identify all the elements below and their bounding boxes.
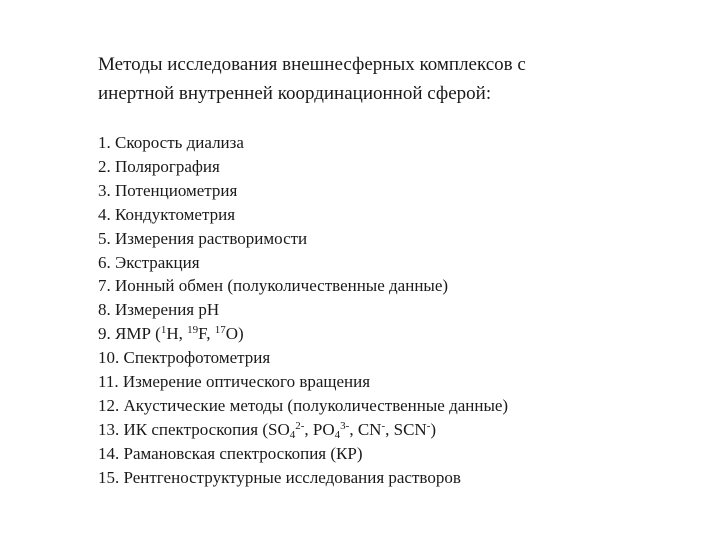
nmr-text-3: O) [225,324,244,344]
list-item: 1. Скорость диализа [98,133,244,152]
list-item: 2. Полярография [98,156,220,176]
ir-text-1: , PO [304,419,335,439]
ir-charge-4: - [426,419,431,432]
list-item: 10. Спектрофотометрия [98,348,271,368]
list-item: 15. Рентгеноструктурные исследования растворов [98,467,461,487]
ir-sub-2: 4 [334,428,341,441]
methods-list [98,131,508,490]
nmr-isotope-3: 17 [214,324,226,337]
list-item: 8. Измерения pH [98,300,220,320]
nmr-text-2: F, [198,324,215,344]
list-item: 4. Кондуктометрия [98,204,236,224]
ir-prefix: 13. ИК спектроскопия (SO [98,419,290,439]
nmr-isotope-1: 1 [160,324,167,337]
ir-sub-1: 4 [289,428,296,441]
ir-charge-1: 2- [295,419,305,432]
list-item: 3. Потенциометрия [98,180,238,200]
title-line-1: Методы исследования внешнесферных комплексов с [98,54,526,75]
nmr-text-1: H, [166,324,188,344]
list-item: 5. Измерения растворимости [98,228,308,248]
list-item: 11. Измерение оптического вращения [98,372,371,392]
title-line-2: инертной внутренней координационной сферой: [98,83,492,104]
slide-title [98,50,698,108]
ir-text-2: , CN [349,419,382,439]
ir-text-3: , SCN [385,419,427,439]
list-item: 7. Ионный обмен (полуколичественные данные) [98,276,449,296]
ir-text-4: ) [430,419,437,439]
list-item-nmr [98,322,508,346]
list-item: 14. Рамановская спектроскопия (КР) [98,443,363,463]
list-item: 12. Акустические методы (полуколичественные данные) [98,395,509,415]
ir-charge-3: - [381,419,386,432]
nmr-isotope-2: 19 [187,324,199,337]
list-item: 6. Экстракция [98,252,200,272]
ir-charge-2: 3- [340,419,350,432]
list-item-ir [98,418,508,442]
nmr-prefix: 9. ЯМР ( [98,324,161,344]
